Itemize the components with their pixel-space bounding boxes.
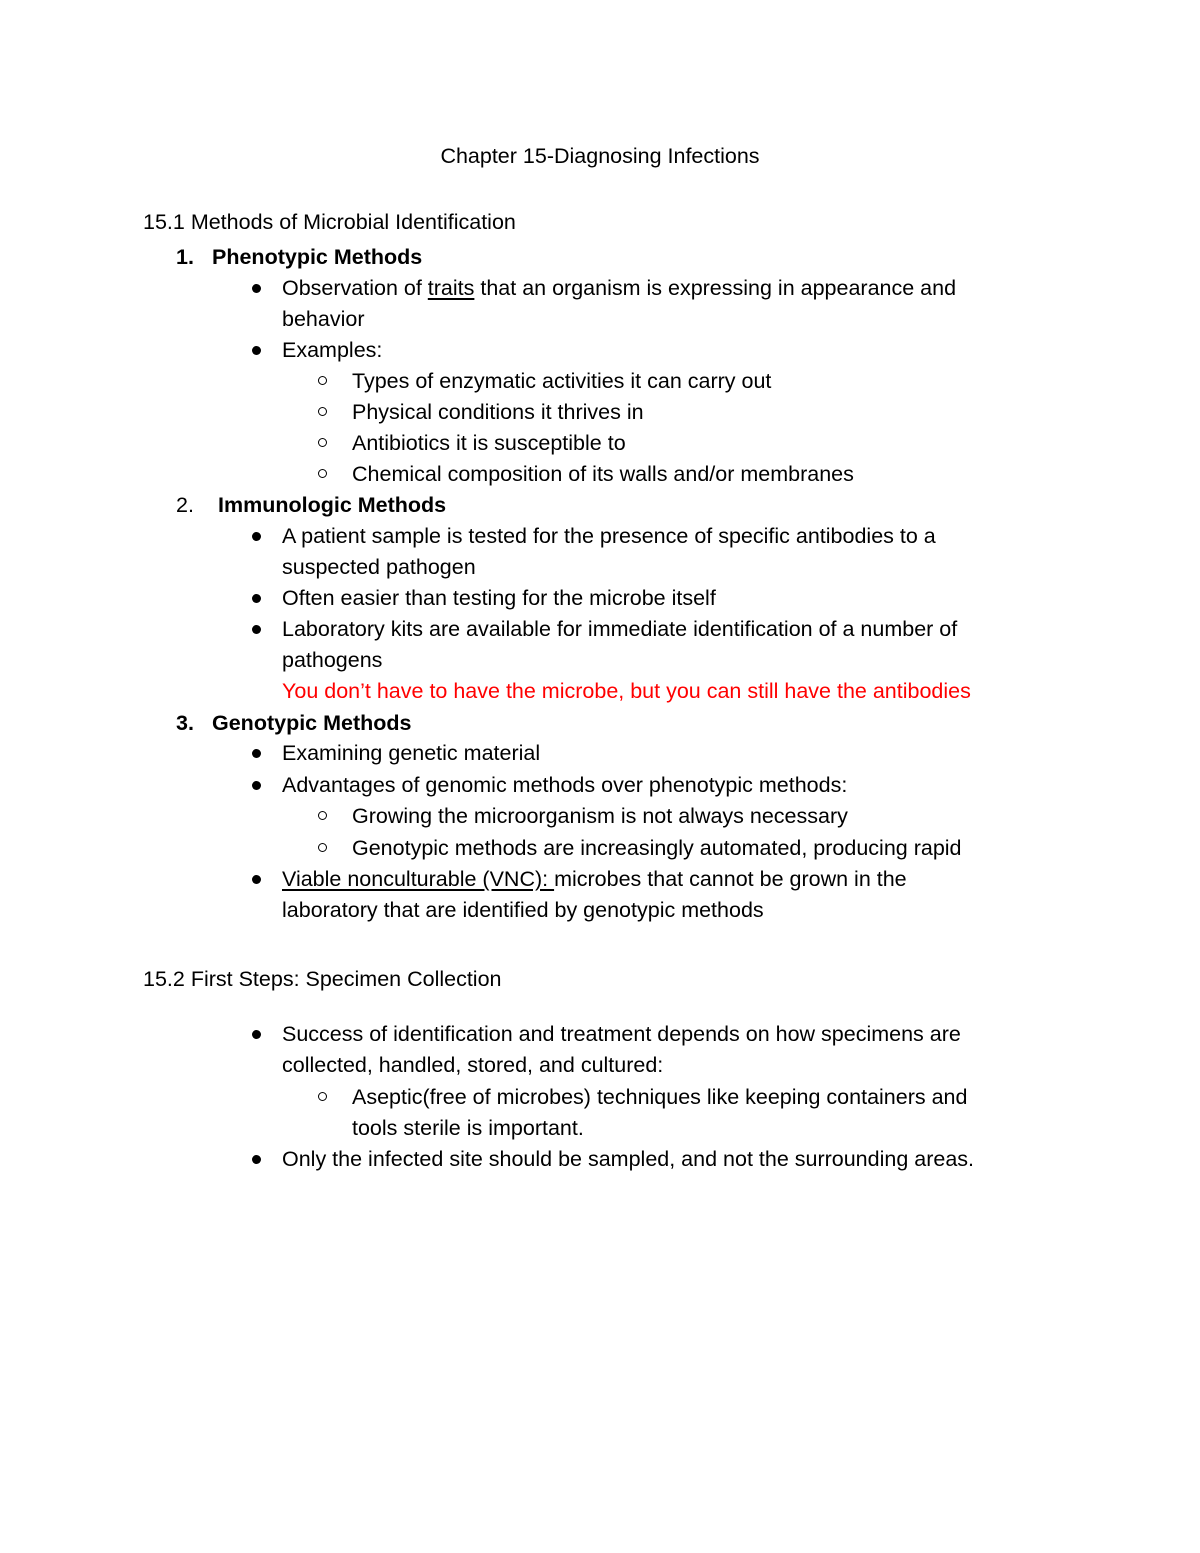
sub-list-item: Growing the microorganism is not always necessary (352, 804, 848, 828)
list-item: Often easier than testing for the microbe itself (282, 586, 716, 610)
phenotypic-heading: Phenotypic Methods (212, 245, 423, 269)
sub-list-item: Antibiotics it is susceptible to (352, 431, 626, 455)
list-number-1: 1. (176, 245, 194, 269)
bullet-icon (252, 594, 261, 603)
text-span: Observation of (282, 276, 428, 300)
circle-bullet-icon (318, 407, 327, 416)
list-item: Success of identification and treatment depends on how specimens are (282, 1022, 961, 1046)
bullet-icon (252, 625, 261, 634)
list-item-continuation: laboratory that are identified by genotypic methods (282, 898, 764, 922)
sub-list-item: Chemical composition of its walls and/or membranes (352, 462, 854, 486)
page-title: Chapter 15-Diagnosing Infections (440, 144, 760, 168)
circle-bullet-icon (318, 469, 327, 478)
list-item: Examining genetic material (282, 741, 541, 765)
sub-list-item: Aseptic(free of microbes) techniques like keeping containers and (352, 1085, 968, 1109)
list-item-continuation: suspected pathogen (282, 555, 476, 579)
list-number-3: 3. (176, 711, 194, 735)
vnc-term: Viable nonculturable (VNC): (282, 867, 555, 891)
list-item: A patient sample is tested for the presence of specific antibodies to a (282, 524, 936, 548)
list-item-continuation: behavior (282, 307, 365, 331)
text-span: that an organism is expressing in appearance and (474, 276, 957, 300)
bullet-icon (252, 532, 261, 541)
section-heading-15-1: 15.1 Methods of Microbial Identification (143, 210, 516, 234)
list-item-continuation: collected, handled, stored, and cultured: (282, 1053, 664, 1077)
immunologic-heading: Immunologic Methods (218, 493, 447, 517)
bullet-icon (252, 875, 261, 884)
sub-list-item: Physical conditions it thrives in (352, 400, 644, 424)
bullet-icon (252, 1155, 261, 1164)
genotypic-heading: Genotypic Methods (212, 711, 412, 735)
circle-bullet-icon (318, 1092, 327, 1101)
circle-bullet-icon (318, 843, 327, 852)
bullet-icon (252, 781, 261, 790)
bullet-icon (252, 1030, 261, 1039)
list-item: Laboratory kits are available for immediate identification of a number of (282, 617, 958, 641)
list-item: Only the infected site should be sampled, and not the surrounding areas. (282, 1147, 975, 1171)
sub-list-item: Genotypic methods are increasingly automated, producing rapid (352, 836, 962, 860)
list-item: Examples: (282, 338, 383, 362)
bullet-icon (252, 346, 261, 355)
list-item-continuation: pathogens (282, 648, 383, 672)
sub-list-item: Types of enzymatic activities it can carry out (352, 369, 772, 393)
sub-list-item-continuation: tools sterile is important. (352, 1116, 584, 1140)
circle-bullet-icon (318, 811, 327, 820)
section-heading-15-2: 15.2 First Steps: Specimen Collection (143, 967, 502, 991)
bullet-icon (252, 284, 261, 293)
highlighted-note: You don’t have to have the microbe, but you can still have the antibodies (282, 679, 971, 703)
circle-bullet-icon (318, 376, 327, 385)
traits-term: traits (427, 276, 475, 300)
list-number-2: 2. (176, 493, 194, 517)
bullet-icon (252, 749, 261, 758)
text-span: microbes that cannot be grown in the (554, 867, 907, 891)
list-item (282, 865, 907, 893)
circle-bullet-icon (318, 438, 327, 447)
list-item (282, 274, 956, 302)
list-item: Advantages of genomic methods over phenotypic methods: (282, 773, 848, 797)
